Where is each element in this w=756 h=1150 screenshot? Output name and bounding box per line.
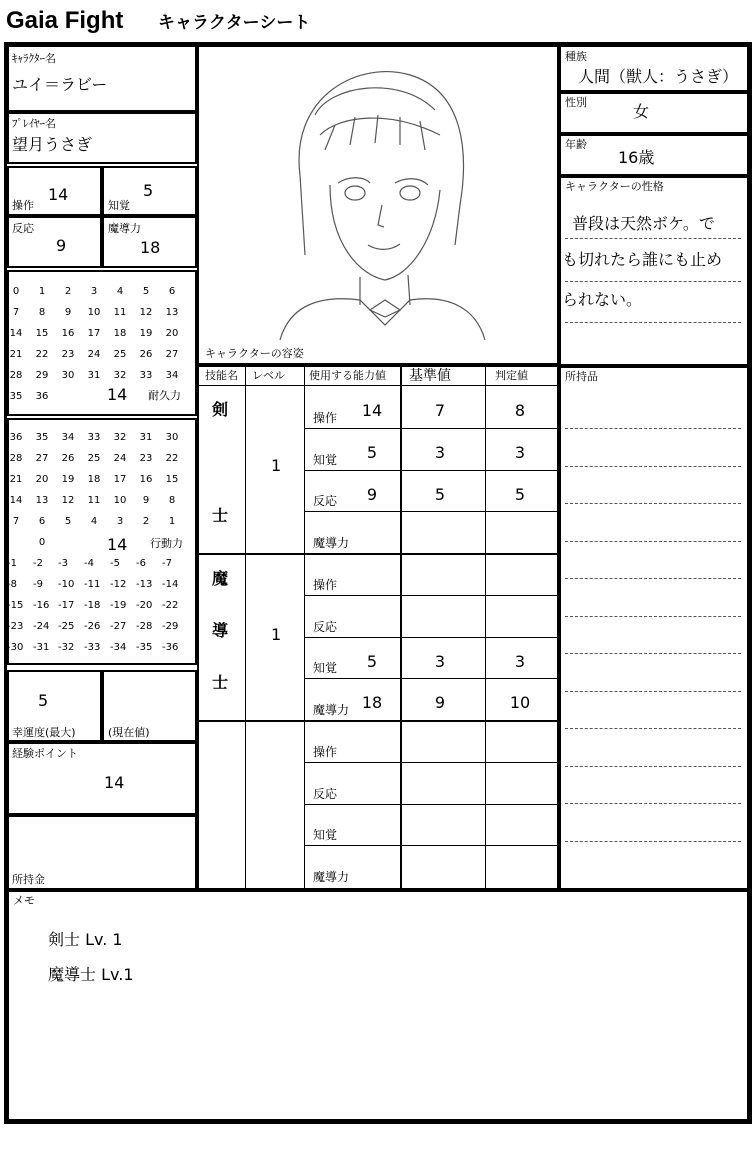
endurance-cell: 20 bbox=[165, 328, 179, 339]
action-negative-cell: -13 bbox=[136, 579, 153, 590]
name-label: ｷｬﾗｸﾀｰ名 bbox=[12, 52, 56, 65]
action-cell: 0 bbox=[38, 537, 46, 548]
skill-name-char: 剣 bbox=[212, 400, 229, 419]
endurance-cell: 22 bbox=[35, 349, 49, 360]
action-negative-cell: -9 bbox=[33, 579, 43, 590]
endurance-value: 14 bbox=[107, 385, 128, 404]
endurance-cell: 36 bbox=[35, 391, 49, 402]
endurance-cell: 33 bbox=[139, 370, 153, 381]
action-cell: 27 bbox=[35, 453, 49, 464]
action-cell: 7 bbox=[12, 516, 20, 527]
skill-row-rule bbox=[304, 762, 557, 763]
action-cell: 31 bbox=[139, 432, 153, 443]
skill-base-value: 5 bbox=[434, 484, 446, 504]
action-cell: 26 bbox=[61, 453, 75, 464]
action-cell: 8 bbox=[168, 495, 176, 506]
endurance-cell: 34 bbox=[165, 370, 179, 381]
skill-ability-label: 反応 bbox=[313, 786, 338, 801]
madou-value: 18 bbox=[140, 238, 161, 257]
action-negative-cell: -29 bbox=[162, 621, 179, 632]
skill-judge-value: 3 bbox=[514, 442, 526, 462]
personality-line-2: も切れたら誰にも止め bbox=[562, 250, 723, 269]
action-cell: 22 bbox=[165, 453, 179, 464]
endurance-cell: 6 bbox=[168, 286, 176, 297]
skill-row-rule bbox=[304, 678, 557, 679]
action-negative-cell: -31 bbox=[33, 642, 50, 653]
sousa-label: 操作 bbox=[12, 199, 34, 212]
action-cell: 15 bbox=[165, 474, 179, 485]
items-rule bbox=[565, 503, 741, 504]
col-rule bbox=[304, 367, 305, 888]
action-cell: 10 bbox=[113, 495, 127, 506]
personality-line-1: 普段は天然ボケ。で bbox=[572, 214, 715, 233]
personality-rule bbox=[565, 281, 741, 282]
endurance-cell: 7 bbox=[12, 307, 20, 318]
endurance-cell: 3 bbox=[90, 286, 98, 297]
skill-row-rule bbox=[304, 595, 557, 596]
exp-label: 経験ポイント bbox=[12, 747, 78, 760]
action-negative-cell: -35 bbox=[136, 642, 153, 653]
endurance-cell: 25 bbox=[113, 349, 127, 360]
skills-table bbox=[197, 365, 559, 890]
action-negative-cell: -24 bbox=[33, 621, 50, 632]
action-negative-cell: -26 bbox=[84, 621, 101, 632]
endurance-cell: 26 bbox=[139, 349, 153, 360]
endurance-cell: 9 bbox=[64, 307, 72, 318]
action-label: 行動力 bbox=[150, 537, 183, 550]
endurance-cell: 15 bbox=[35, 328, 49, 339]
endurance-cell: 4 bbox=[116, 286, 124, 297]
gender-label: 性別 bbox=[565, 96, 587, 109]
skill-judge-value: 10 bbox=[509, 693, 531, 713]
action-cell: 18 bbox=[87, 474, 101, 485]
action-negative-cell: -17 bbox=[58, 600, 75, 611]
skill-ability-value: 14 bbox=[361, 401, 383, 420]
endurance-cell: 1 bbox=[38, 286, 46, 297]
action-cell: 33 bbox=[87, 432, 101, 443]
header-skill: 技能名 bbox=[205, 369, 238, 382]
personality-label: キャラクターの性格 bbox=[565, 180, 664, 193]
endurance-cell: 8 bbox=[38, 307, 46, 318]
action-cell: 28 bbox=[9, 453, 23, 464]
action-negative-cell: -28 bbox=[136, 621, 153, 632]
sheet-title: キャラクターシート bbox=[158, 13, 311, 33]
luck-max-value: 5 bbox=[38, 691, 49, 710]
action-cell: 23 bbox=[139, 453, 153, 464]
action-cell: 21 bbox=[9, 474, 23, 485]
skill-name-char: 士 bbox=[212, 506, 229, 525]
gender-value: 女 bbox=[633, 102, 650, 121]
action-negative-cell: -5 bbox=[110, 558, 120, 569]
action-cell: 20 bbox=[35, 474, 49, 485]
endurance-label: 耐久力 bbox=[148, 389, 181, 402]
luck-max-label: 幸運度(最大) bbox=[12, 726, 76, 739]
items-rule bbox=[565, 728, 741, 729]
luck-current-label: (現在値) bbox=[108, 726, 150, 739]
skill-group-rule bbox=[199, 720, 557, 722]
action-negative-cell: -1 bbox=[7, 558, 17, 569]
memo-line-1: 剣士 Lv. 1 bbox=[48, 930, 123, 949]
action-negative-cell: -22 bbox=[162, 600, 179, 611]
action-cell: 17 bbox=[113, 474, 127, 485]
game-title: Gaia Fight bbox=[6, 7, 124, 34]
action-cell: 19 bbox=[61, 474, 75, 485]
endurance-cell: 19 bbox=[139, 328, 153, 339]
endurance-cell: 31 bbox=[87, 370, 101, 381]
action-negative-cell: -30 bbox=[7, 642, 24, 653]
skill-ability-label: 知覚 bbox=[313, 452, 338, 467]
action-value: 14 bbox=[107, 535, 128, 554]
action-negative-cell: -8 bbox=[7, 579, 17, 590]
action-cell: 11 bbox=[87, 495, 101, 506]
personality-rule bbox=[565, 238, 741, 239]
action-negative-cell: -10 bbox=[58, 579, 75, 590]
action-negative-cell: -4 bbox=[84, 558, 94, 569]
header-base: 基準値 bbox=[409, 368, 451, 384]
action-negative-cell: -27 bbox=[110, 621, 127, 632]
sousa-value: 14 bbox=[48, 185, 69, 204]
skill-ability-value: 5 bbox=[366, 651, 378, 671]
skill-ability-label: 魔導力 bbox=[313, 536, 350, 550]
memo-box bbox=[7, 890, 749, 1121]
action-negative-cell: -7 bbox=[162, 558, 172, 569]
col-rule bbox=[485, 367, 486, 888]
action-cell: 14 bbox=[9, 495, 23, 506]
endurance-cell: 23 bbox=[61, 349, 75, 360]
action-negative-cell: -16 bbox=[33, 600, 50, 611]
memo-line-2: 魔導士 Lv.1 bbox=[48, 965, 134, 984]
endurance-cell: 10 bbox=[87, 307, 101, 318]
action-negative-cell: -36 bbox=[162, 642, 179, 653]
items-rule bbox=[565, 803, 741, 804]
skill-judge-value: 5 bbox=[514, 484, 526, 504]
action-cell: 13 bbox=[35, 495, 49, 506]
character-name: ユイ＝ラビー bbox=[12, 75, 108, 94]
action-cell: 2 bbox=[142, 516, 150, 527]
skills-header-rule bbox=[199, 385, 557, 386]
player-label: ﾌﾟﾚｲﾔｰ名 bbox=[12, 117, 56, 130]
action-negative-cell: -3 bbox=[58, 558, 68, 569]
action-cell: 32 bbox=[113, 432, 127, 443]
action-negative-cell: -2 bbox=[33, 558, 43, 569]
skill-ability-label: 操作 bbox=[313, 577, 338, 592]
action-negative-cell: -20 bbox=[136, 600, 153, 611]
skill-row-rule bbox=[304, 428, 557, 429]
action-cell: 1 bbox=[168, 516, 176, 527]
skill-ability-label: 魔導力 bbox=[313, 703, 350, 717]
action-cell: 35 bbox=[35, 432, 49, 443]
action-cell: 25 bbox=[87, 453, 101, 464]
items-label: 所持品 bbox=[565, 370, 598, 383]
gender-box bbox=[559, 92, 749, 134]
action-cell: 30 bbox=[165, 432, 179, 443]
endurance-cell: 16 bbox=[61, 328, 75, 339]
endurance-cell: 13 bbox=[165, 307, 179, 318]
skill-group-rule bbox=[199, 553, 557, 555]
endurance-cell: 5 bbox=[142, 286, 150, 297]
skill-row-rule bbox=[304, 804, 557, 805]
endurance-cell: 27 bbox=[165, 349, 179, 360]
skill-name-char: 士 bbox=[212, 673, 229, 692]
action-negative-cell: -11 bbox=[84, 579, 101, 590]
chikaku-value: 5 bbox=[143, 181, 154, 200]
endurance-cell: 2 bbox=[64, 286, 72, 297]
col-rule bbox=[245, 367, 246, 888]
endurance-cell: 18 bbox=[113, 328, 127, 339]
skill-ability-label: 反応 bbox=[313, 619, 338, 634]
items-rule bbox=[565, 766, 741, 767]
header-level: レベル bbox=[252, 369, 285, 382]
action-cell: 6 bbox=[38, 516, 46, 527]
action-cell: 3 bbox=[116, 516, 124, 527]
endurance-cell: 35 bbox=[9, 391, 23, 402]
header-ability: 使用する能力値 bbox=[309, 369, 386, 382]
skill-ability-label: 知覚 bbox=[313, 828, 338, 843]
action-negative-cell: -33 bbox=[84, 642, 101, 653]
action-negative-cell: -6 bbox=[136, 558, 146, 569]
skill-ability-value: 5 bbox=[366, 442, 378, 462]
items-rule bbox=[565, 541, 741, 542]
endurance-cell: 28 bbox=[9, 370, 23, 381]
items-rule bbox=[565, 578, 741, 579]
endurance-cell: 30 bbox=[61, 370, 75, 381]
endurance-cell: 14 bbox=[9, 328, 23, 339]
action-cell: 24 bbox=[113, 453, 127, 464]
hannou-value: 9 bbox=[56, 236, 67, 255]
skill-row-rule bbox=[304, 637, 557, 638]
age-value: 16歳 bbox=[618, 148, 655, 167]
personality-line-3: られない。 bbox=[562, 290, 643, 309]
action-negative-cell: -34 bbox=[110, 642, 127, 653]
endurance-cell: 32 bbox=[113, 370, 127, 381]
header-judge: 判定値 bbox=[495, 369, 528, 382]
col-rule bbox=[400, 367, 402, 888]
species-label: 種族 bbox=[565, 50, 587, 63]
action-cell: 9 bbox=[142, 495, 150, 506]
endurance-cell: 24 bbox=[87, 349, 101, 360]
player-name: 望月うさぎ bbox=[12, 135, 93, 154]
items-box bbox=[559, 366, 749, 890]
action-cell: 5 bbox=[64, 516, 72, 527]
skill-row-rule bbox=[304, 470, 557, 471]
action-negative-cell: -15 bbox=[7, 600, 24, 611]
items-rule bbox=[565, 653, 741, 654]
skill-name-char: 導 bbox=[212, 621, 229, 640]
skill-row-rule bbox=[304, 845, 557, 846]
skill-ability-label: 反応 bbox=[313, 494, 338, 509]
portrait-sketch bbox=[260, 55, 500, 340]
endurance-cell: 11 bbox=[113, 307, 127, 318]
items-rule bbox=[565, 428, 741, 429]
action-cell: 4 bbox=[90, 516, 98, 527]
action-cell: 34 bbox=[61, 432, 75, 443]
skill-name-char: 魔 bbox=[212, 569, 229, 588]
skill-ability-value: 9 bbox=[366, 484, 378, 504]
skill-row-rule bbox=[304, 511, 557, 512]
skill-base-value: 7 bbox=[434, 401, 446, 420]
skill-ability-label: 操作 bbox=[313, 410, 338, 425]
skill-ability-label: 魔導力 bbox=[313, 870, 350, 884]
money-label: 所持金 bbox=[12, 873, 45, 886]
hannou-label: 反応 bbox=[12, 222, 34, 235]
items-rule bbox=[565, 466, 741, 467]
action-negative-cell: -18 bbox=[84, 600, 101, 611]
skill-base-value: 3 bbox=[434, 651, 446, 671]
portrait-label: キャラクターの容姿 bbox=[205, 347, 304, 360]
action-negative-cell: -25 bbox=[58, 621, 75, 632]
exp-value: 14 bbox=[104, 773, 125, 792]
skill-judge-value: 3 bbox=[514, 651, 526, 671]
endurance-cell: 0 bbox=[12, 286, 20, 297]
personality-rule bbox=[565, 322, 741, 323]
skill-ability-label: 知覚 bbox=[313, 661, 338, 676]
skill-level: 1 bbox=[271, 456, 282, 475]
action-cell: 36 bbox=[9, 432, 23, 443]
personality-box bbox=[559, 176, 749, 366]
endurance-cell: 12 bbox=[139, 307, 153, 318]
skill-judge-value: 8 bbox=[514, 401, 526, 420]
action-negative-cell: -32 bbox=[58, 642, 75, 653]
action-cell: 16 bbox=[139, 474, 153, 485]
skill-base-value: 9 bbox=[434, 693, 446, 713]
skill-base-value: 3 bbox=[434, 442, 446, 462]
endurance-cell: 29 bbox=[35, 370, 49, 381]
action-negative-cell: -14 bbox=[162, 579, 179, 590]
action-negative-cell: -12 bbox=[110, 579, 127, 590]
items-rule bbox=[565, 691, 741, 692]
items-rule bbox=[565, 841, 741, 842]
species-value: 人間（獣人：うさぎ） bbox=[578, 67, 739, 86]
items-rule bbox=[565, 616, 741, 617]
chikaku-label: 知覚 bbox=[108, 199, 130, 212]
skill-ability-label: 操作 bbox=[313, 744, 338, 759]
memo-label: メモ bbox=[13, 894, 35, 907]
action-cell: 12 bbox=[61, 495, 75, 506]
skill-level: 1 bbox=[271, 625, 282, 644]
age-label: 年齢 bbox=[565, 138, 587, 151]
action-negative-cell: -23 bbox=[7, 621, 24, 632]
endurance-cell: 21 bbox=[9, 349, 23, 360]
action-negative-cell: -19 bbox=[110, 600, 127, 611]
skill-ability-value: 18 bbox=[361, 693, 383, 713]
madou-label: 魔導力 bbox=[108, 222, 141, 235]
endurance-cell: 17 bbox=[87, 328, 101, 339]
